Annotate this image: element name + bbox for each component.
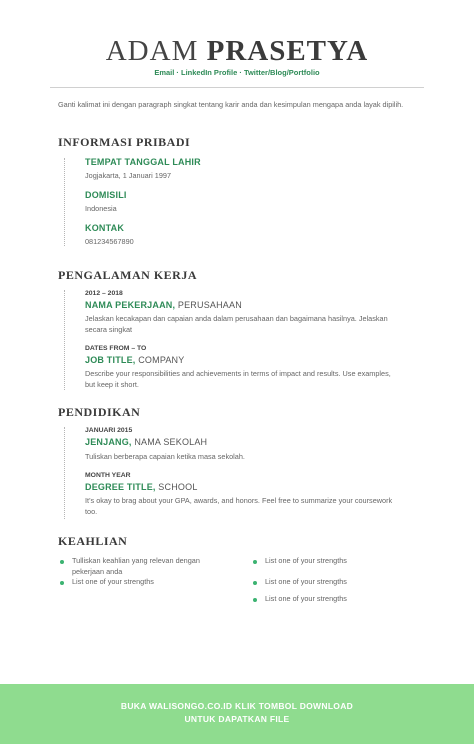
skill-left-1: Tulliskan keahlian yang relevan dengan pekerjaan anda	[72, 556, 200, 576]
education-org-2: SCHOOL	[155, 482, 198, 492]
education-title-2	[85, 482, 198, 492]
experience-role-2: JOB TITLE,	[85, 355, 136, 365]
banner-line-2: UNTUK DAPATKAN FILE	[184, 714, 290, 724]
education-role-1: JENJANG,	[85, 437, 132, 447]
contact-line[interactable]: Email · LinkedIn Profile · Twitter/Blog/Portfolio	[154, 68, 320, 77]
bullet-icon	[60, 560, 64, 564]
skill-right-3: List one of your strengths	[265, 594, 347, 603]
experience-desc-2: Describe your responsibilities and achievements in terms of impact and results. Use examples, but keep it short.	[85, 369, 391, 389]
personal-label-domicile: DOMISILI	[85, 190, 127, 200]
last-name: PRASETYA	[206, 35, 369, 67]
timeline-education	[64, 427, 65, 519]
experience-title-1	[85, 300, 242, 310]
header-divider	[50, 87, 424, 88]
personal-value-contact: 081234567890	[85, 237, 134, 246]
skill-right-1: List one of your strengths	[265, 556, 347, 565]
section-title-personal: INFORMASI PRIBADI	[58, 135, 191, 149]
experience-title-2	[85, 355, 184, 365]
personal-value-birth: Jogjakarta, 1 Januari 1997	[85, 171, 171, 180]
timeline-experience	[64, 290, 65, 390]
bullet-icon	[60, 581, 64, 585]
experience-role-1: NAMA PEKERJAAN,	[85, 300, 176, 310]
skill-left-2: List one of your strengths	[72, 577, 154, 586]
resume-name	[0, 34, 474, 68]
first-name: ADAM	[105, 35, 199, 67]
timeline-personal	[64, 158, 65, 246]
education-org-1: NAMA SEKOLAH	[131, 437, 208, 447]
personal-label-birth: TEMPAT TANGGAL LAHIR	[85, 157, 201, 167]
experience-org-1: PERUSAHAAN	[175, 300, 242, 310]
bullet-icon	[253, 581, 257, 585]
section-title-skills: KEAHLIAN	[58, 534, 128, 548]
personal-label-contact: KONTAK	[85, 223, 125, 233]
education-title-1	[85, 437, 207, 447]
experience-org-2: COMPANY	[135, 355, 185, 365]
bullet-icon	[253, 560, 257, 564]
experience-date-1: 2012 – 2018	[85, 290, 123, 297]
download-banner-text[interactable]	[0, 700, 474, 726]
banner-line-1: BUKA WALISONGO.CO.ID KLIK TOMBOL DOWNLOAD	[120, 701, 354, 711]
experience-desc-1: Jelaskan kecakapan dan capaian anda dalam perusahaan dan bagaimana hasilnya. Jelaskan secara singkat	[85, 314, 388, 334]
education-date-1: JANUARI 2015	[85, 427, 133, 434]
education-desc-2: It’s okay to brag about your GPA, awards, and honors. Feel free to summarize your coursework too.	[85, 496, 393, 516]
education-role-2: DEGREE TITLE,	[85, 482, 156, 492]
skill-right-2: List one of your strengths	[265, 577, 347, 586]
experience-date-2: DATES FROM – TO	[85, 345, 147, 352]
education-desc-1: Tuliskan berberapa capaian ketika masa sekolah.	[85, 452, 245, 461]
section-title-experience: PENGALAMAN KERJA	[58, 268, 197, 282]
section-title-education: PENDIDIKAN	[58, 405, 141, 419]
summary-paragraph: Ganti kalimat ini dengan paragraph singkat tentang karir anda dan kesimpulan mengapa anda layak dipilih.	[58, 100, 404, 109]
personal-value-domicile: Indonesia	[85, 204, 117, 213]
education-date-2: MONTH YEAR	[85, 472, 131, 479]
bullet-icon	[253, 598, 257, 602]
